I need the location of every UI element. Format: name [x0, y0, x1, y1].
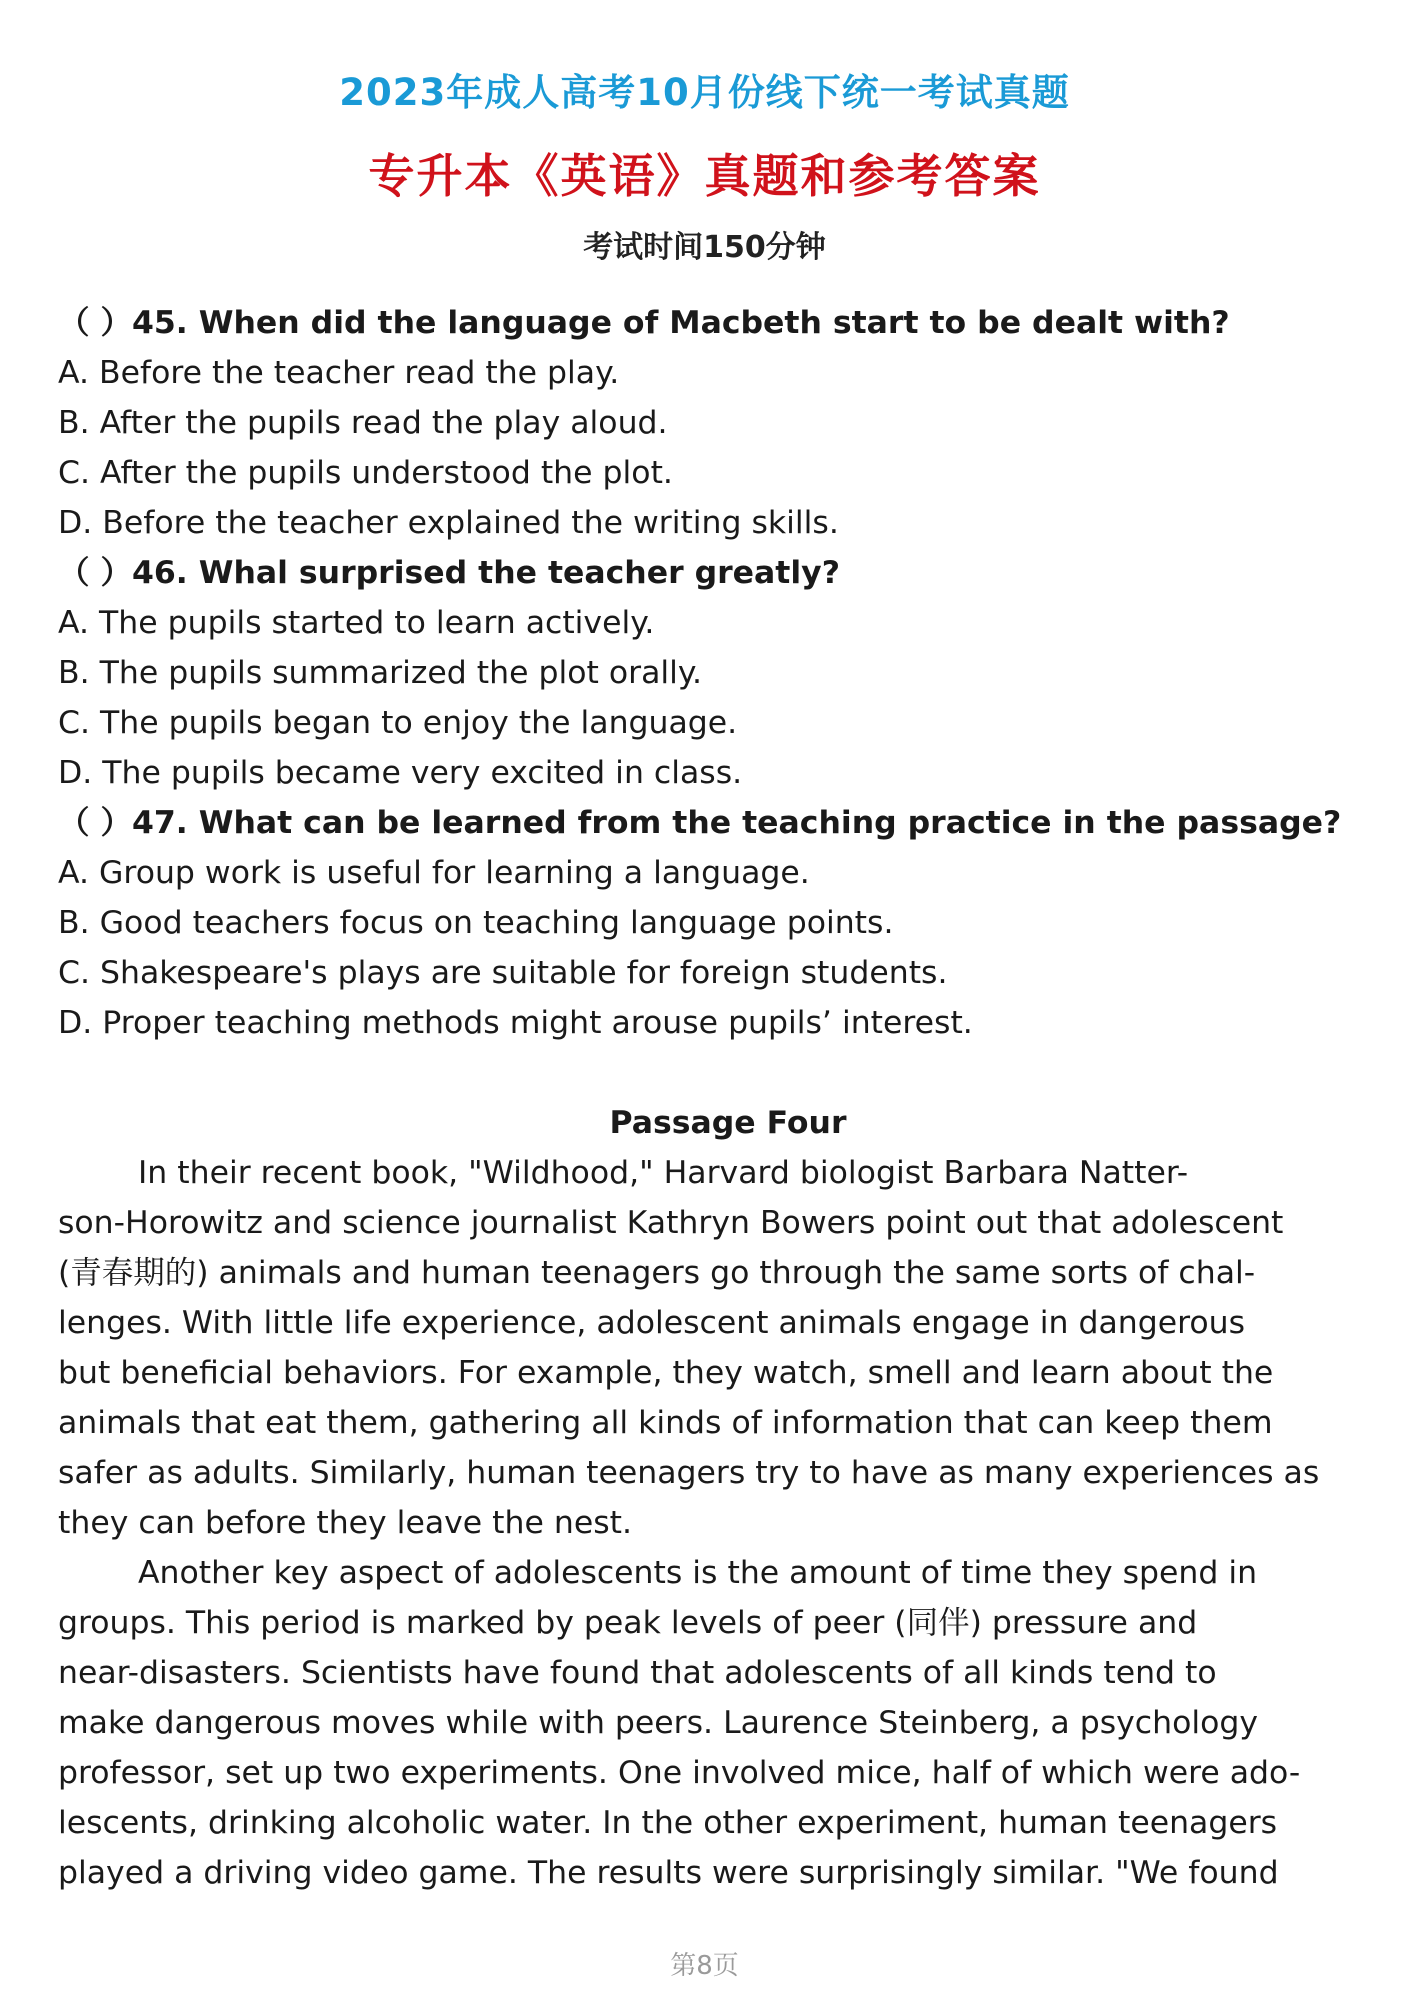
passage-paragraph-1 — [58, 1148, 1378, 1548]
paragraph-line: but beneficial behaviors. For example, they watch, smell and learn about the — [58, 1355, 1274, 1391]
paragraph-line: lescents, drinking alcoholic water. In the other experiment, human teenagers — [58, 1805, 1278, 1841]
question-47-stem: （ ）47. What can be learned from the teaching practice in the passage? — [58, 805, 1342, 841]
paragraph-line: professor, set up two experiments. One involved mice, half of which were ado- — [58, 1755, 1301, 1791]
spacer — [58, 1048, 1378, 1098]
paragraph-line: (青春期的) animals and human teenagers go through the same sorts of chal- — [58, 1255, 1256, 1291]
passage-title: Passage Four — [609, 1105, 847, 1141]
exam-duration: 考试时间150分钟 — [583, 230, 826, 265]
question-45-option-c: C. After the pupils understood the plot. — [58, 455, 673, 491]
paragraph-line: animals that eat them, gathering all kinds of information that can keep them — [58, 1405, 1273, 1441]
paragraph-line: Another key aspect of adolescents is the amount of time they spend in — [138, 1555, 1258, 1591]
paragraph-line: safer as adults. Similarly, human teenagers try to have as many experiences as — [58, 1455, 1320, 1491]
question-45-stem: （ ）45. When did the language of Macbeth start to be dealt with? — [58, 305, 1230, 341]
question-45-option-a: A. Before the teacher read the play. — [58, 355, 620, 391]
question-47-option-c: C. Shakespeare's plays are suitable for foreign students. — [58, 955, 948, 991]
paragraph-line: played a driving video game. The results were surprisingly similar. "We found — [58, 1855, 1279, 1891]
paragraph-line: son-Horowitz and science journalist Kathryn Bowers point out that adolescent — [58, 1205, 1284, 1241]
question-46-option-a: A. The pupils started to learn actively. — [58, 605, 655, 641]
question-47-option-a: A. Group work is useful for learning a language. — [58, 855, 810, 891]
paragraph-line: In their recent book, "Wildhood," Harvard biologist Barbara Natter- — [138, 1155, 1189, 1191]
passage-paragraph-2 — [58, 1548, 1378, 1898]
question-46-stem: （ ）46. Whal surprised the teacher greatly? — [58, 555, 840, 591]
question-47-option-d: D. Proper teaching methods might arouse pupils’ interest. — [58, 1005, 973, 1041]
page-number: 第8页 — [670, 1951, 739, 1981]
question-47-option-b: B. Good teachers focus on teaching language points. — [58, 905, 894, 941]
paragraph-line: groups. This period is marked by peak levels of peer (同伴) pressure and — [58, 1605, 1198, 1641]
question-46-option-c: C. The pupils began to enjoy the language. — [58, 705, 738, 741]
paragraph-line: they can before they leave the nest. — [58, 1505, 632, 1541]
document-content — [58, 298, 1378, 1898]
paragraph-line: make dangerous moves while with peers. Laurence Steinberg, a psychology — [58, 1705, 1259, 1741]
exam-subtitle: 专升本《英语》真题和参考答案 — [368, 149, 1041, 203]
question-46-option-d: D. The pupils became very excited in class. — [58, 755, 743, 791]
paragraph-line: lenges. With little life experience, adolescent animals engage in dangerous — [58, 1305, 1246, 1341]
question-45-option-d: D. Before the teacher explained the writing skills. — [58, 505, 839, 541]
paragraph-line: near-disasters. Scientists have found that adolescents of all kinds tend to — [58, 1655, 1217, 1691]
question-46-option-b: B. The pupils summarized the plot orally. — [58, 655, 703, 691]
question-45-option-b: B. After the pupils read the play aloud. — [58, 405, 668, 441]
exam-title: 2023年成人高考10月份线下统一考试真题 — [339, 71, 1070, 114]
